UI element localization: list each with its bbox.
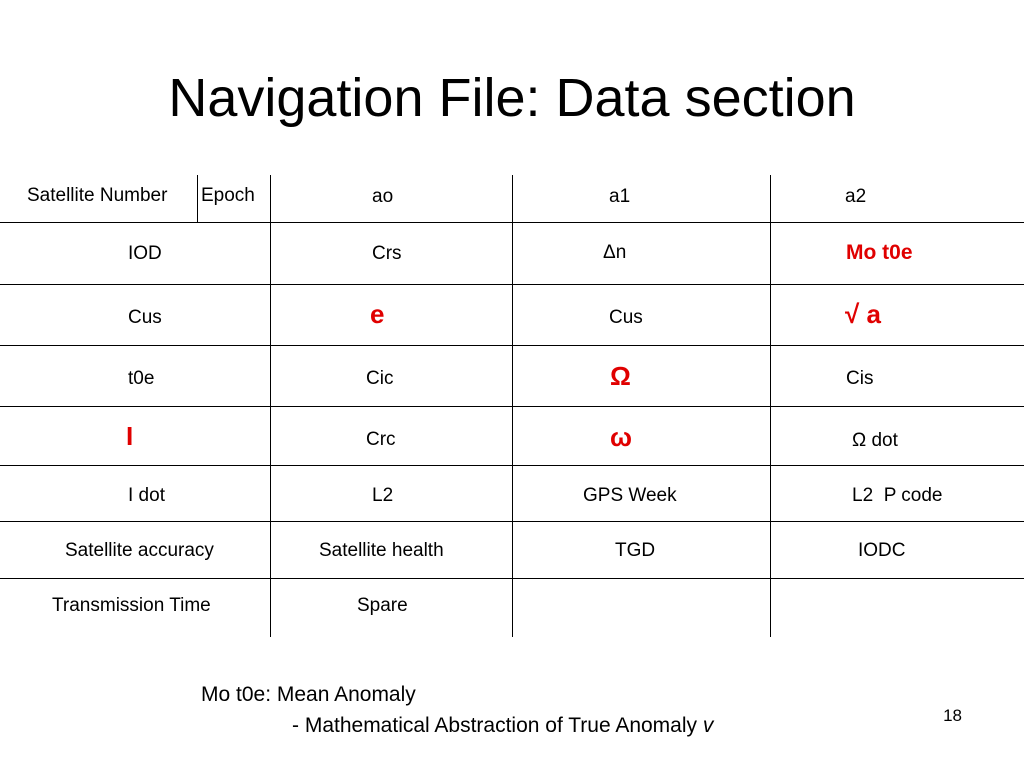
cell-gps-week: GPS Week — [583, 485, 677, 506]
cell-iodc: IODC — [858, 540, 906, 561]
cell-crs: Crs — [372, 243, 402, 264]
cell-l2: L2 — [372, 485, 394, 506]
cell-t0e: t0e — [128, 368, 155, 389]
cell-i-dot: I dot — [128, 485, 165, 506]
cell-e: e — [370, 299, 385, 329]
cell-i: I — [126, 421, 134, 451]
cell-delta-n: Δn — [603, 242, 627, 263]
cell-cis: Cis — [846, 368, 874, 389]
column-divider — [770, 175, 771, 637]
note-symbol: v — [702, 714, 714, 737]
cell-a2: a2 — [845, 186, 867, 207]
column-divider — [197, 175, 198, 222]
cell-transmission-time: Transmission Time — [52, 595, 211, 616]
page-number: 18 — [943, 706, 962, 725]
cell-tgd: TGD — [615, 540, 656, 561]
column-divider — [512, 175, 513, 637]
cell-a1: a1 — [609, 186, 631, 207]
cell-cus-2: Cus — [609, 307, 643, 328]
cell-cic: Cic — [366, 368, 394, 389]
column-divider — [270, 175, 271, 637]
cell-ao: ao — [372, 186, 394, 207]
cell-satellite-number: Satellite Number — [27, 185, 168, 206]
cell-iod: IOD — [128, 243, 162, 264]
cell-crc: Crc — [366, 429, 396, 450]
cell-omega-small: ω — [610, 422, 632, 452]
cell-satellite-health: Satellite health — [319, 540, 444, 561]
cell-omega-capital: Ω — [610, 361, 631, 391]
note-line-1: Mo t0e: Mean Anomaly — [201, 683, 416, 706]
cell-satellite-accuracy: Satellite accuracy — [65, 540, 214, 561]
cell-sqrt-a: √ a — [845, 299, 881, 329]
note-line-2-text: - Mathematical Abstraction of True Anomaly — [292, 714, 703, 737]
slide-title: Navigation File: Data section — [168, 68, 856, 128]
cell-epoch: Epoch — [201, 185, 255, 206]
cell-cus: Cus — [128, 307, 162, 328]
note-line-2 — [292, 711, 713, 741]
cell-omega-dot: Ω dot — [852, 430, 898, 451]
cell-l2-p-code: L2 P code — [852, 485, 943, 506]
cell-spare: Spare — [357, 595, 408, 616]
cell-mo-t0e: Mo t0e — [846, 241, 913, 264]
